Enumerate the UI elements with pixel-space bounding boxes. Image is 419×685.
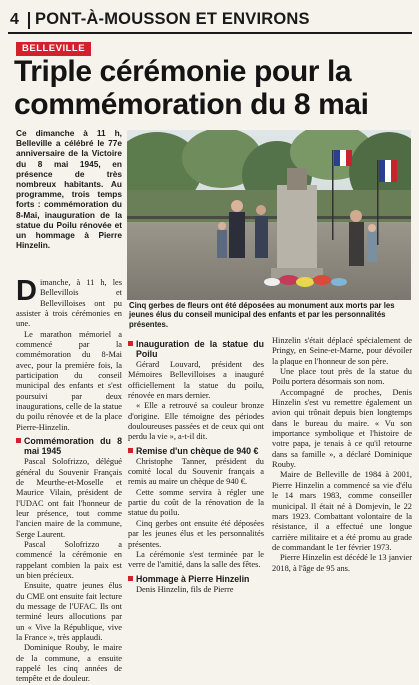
paragraph [16,275,122,330]
page-header [8,10,412,34]
paragraph: La cérémonie s'est terminée par le verre de l'amitié, dans la salle des fêtes. [128,549,264,570]
paragraph: Maire de Belleville de 1984 à 2001, Pierre Hinzelin a commencé sa vie d'élu le 14 mars 1983, comme conseiller municipal. Il était né à Domjevin, le 22 mars 1923. Combattant volontaire de la résistance, il a effectué une longue carrière militaire et a été promu au grade de commandant le 1er février 1973. [272,470,412,552]
paragraph: Cette somme servira à régler une partie du coût de la rénovation de la statue du poilu. [128,487,264,518]
paragraph: Cinq gerbes ont ensuite été déposées par les jeunes élus et les personnalités présentes. [128,518,264,549]
ceremony-photo [127,130,411,300]
paragraph: Christophe Tanner, président du comité local du Souvenir français a remis au maire un chèque de 940 €. [128,456,264,487]
paragraph: « Elle a retrouvé sa couleur bronze d'origine. Elle témoigne des périodes douloureuses passées et de ceux qui ont perdu la vie », a-t-il dit. [128,401,264,442]
paragraph-text: imanche, à 11 h, les Bellevillois et Bellevilloises ont pu assister à trois cérémonies en une. [16,278,122,329]
article-column-3 [272,336,412,574]
paragraph: Gérard Louvard, président des Mémoires Bellevilloises a inauguré officiellement la statue du poilu, rénovée en mars dernier. [128,360,264,401]
subheading: Remise d'un chèque de 940 € [128,446,264,456]
paragraph: Pascal Solofrizzo, délégué général du Souvenir Français de Meurthe-et-Moselle et Maurice Vilain, président de l'UDAC ont fait l'honneur de leur présence, tout comme l'ancien maire de la commune, Serge Laurent. [16,457,122,539]
subheading: Hommage à Pierre Hinzelin [128,574,264,584]
location-kicker: BELLEVILLE [16,42,91,56]
paragraph: Ensuite, quatre jeunes élus du CME ont ensuite fait lecture du message de l'UFAC. Ils ont terminé leurs allocutions par un « Vive la République, vive la France », très applaudi. [16,581,122,642]
header-divider [28,12,30,29]
page-number: 4 [10,11,19,28]
article-column-2 [128,336,264,595]
paragraph: Denis Hinzelin, fils de Pierre [136,584,234,594]
ceremony-photo-illustration [127,130,411,300]
subheading: Inauguration de la statue du Poilu [128,339,264,359]
article-headline: Triple cérémonie pour la commémoration du 8 mai [14,55,369,121]
article-lead: Ce dimanche à 11 h, Belleville a célébré le 77e anniversaire de la Victoire du 8 mai 1945, en présence de très nombreux habitants. Au programme, trois temps forts : commémoration du 8-Mai, inauguration de la statue du Poilu rénovée et un hommage à Pierre Hinzelin. [16,128,122,251]
paragraph: Dominique Rouby, le maire de la commune, a ensuite rappelé les cinq années de tempête et de douleur. [16,643,122,684]
subheading: Commémoration du 8 mai 1945 [16,436,122,456]
paragraph: Pascal Solofrizzo a commencé la cérémonie en rappelant combien la paix est un bien précieux. [16,539,122,580]
paragraph: Une place tout près de la statue du Poilu portera désormais son nom. [272,367,412,387]
article-column-1 [16,275,122,685]
paragraph: Pierre Hinzelin est décédé le 13 janvier 2018, à l'âge de 95 ans. [272,553,412,573]
paragraph: Le marathon mémoriel a commencé par la commémoration du 8-Mai avec, pour la première fois, la participation du conseil municipal des enfants et s'est poursuivi par deux inaugurations, celle de la statue du poilu rénovée et de la place Pierre-Hinzelin. [16,329,122,432]
photo-caption: Cinq gerbes de fleurs ont été déposées au monument aux morts par les jeunes élus du conseil municipal des enfants et par les personnalités présentes. [129,301,395,329]
paragraph: Hinzelin s'était déplacé spécialement de Pringy, en Seine-et-Marne, pour dévoiler la plaque en l'honneur de son père. [272,336,412,366]
drop-cap: D [16,275,37,307]
paragraph: Accompagné de proches, Denis Hinzelin s'est vu remettre également un avion qui trônait depuis bien longtemps dans le bureau du maire. « Vu son importance symbolique et l'histoire de votre papa, je tenais à ce qu'il retourne dans sa famille », a déclaré Dominique Rouby. [272,387,412,470]
section-title: PONT-À-MOUSSON ET ENVIRONS [35,10,310,28]
